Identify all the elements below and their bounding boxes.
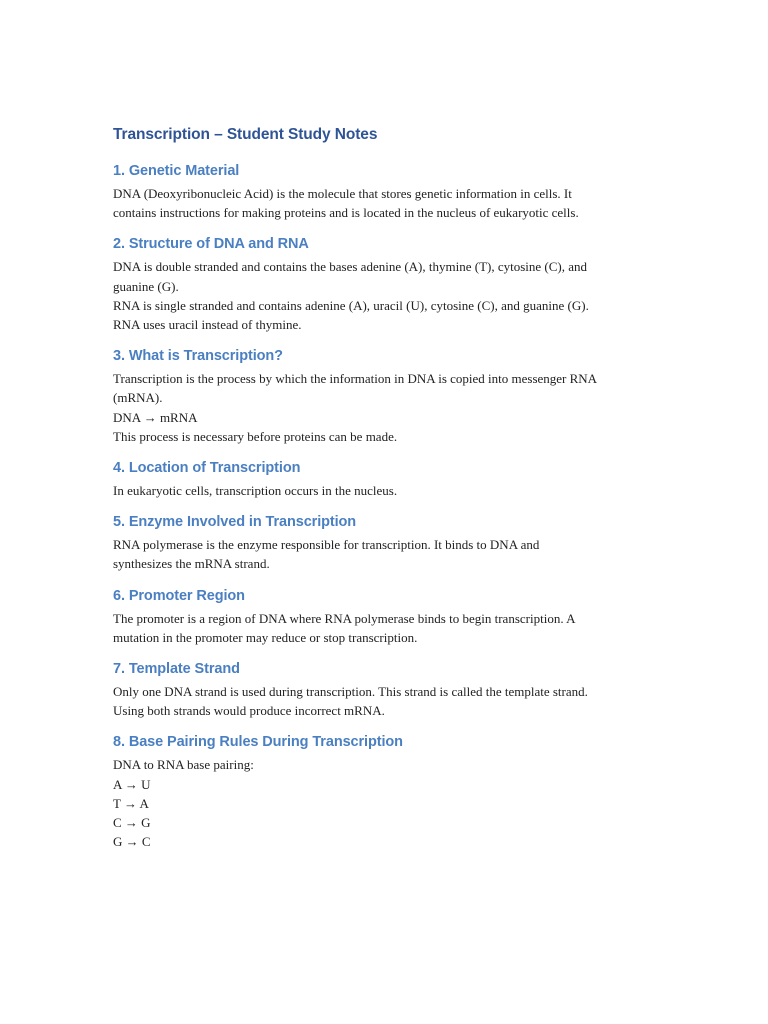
paragraph-line: DNA (Deoxyribonucleic Acid) is the molecule that stores genetic information in cells. It (113, 186, 572, 201)
base-pair-line: A → U (113, 776, 151, 792)
section-heading: 4. Location of Transcription (113, 460, 301, 477)
paragraph-line: DNA to RNA base pairing: (113, 757, 254, 773)
paragraph-line: contains instructions for making proteins and is located in the nucleus of eukaryotic cells. (113, 205, 579, 221)
section-genetic-material (113, 161, 658, 222)
paragraph-line: DNA is double stranded and contains the bases adenine (A), thymine (T), cytosine (C), and (113, 259, 588, 275)
document-title: Transcription – Student Study Notes (113, 126, 378, 143)
paragraph-line: The promoter is a region of DNA where RNA polymerase binds to begin transcription. A (113, 610, 576, 626)
section-structure-dna-rna (113, 234, 658, 334)
paragraph-line: synthesizes the mRNA strand. (113, 556, 270, 572)
paragraph-line: Using both strands would produce incorrect mRNA. (113, 703, 385, 719)
paragraph-line: Only one DNA strand is used during transcription. This strand is called the template strand. (113, 684, 588, 700)
section-promoter-region (113, 586, 658, 647)
section-enzyme-involved (113, 512, 658, 573)
paragraph-line: DNA → mRNA (113, 409, 198, 425)
base-pair-line: C → G (113, 815, 151, 831)
section-what-is-transcription (113, 346, 658, 446)
section-heading: 3. What is Transcription? (113, 348, 283, 365)
base-pair-line: T → A (113, 795, 149, 811)
section-heading: 5. Enzyme Involved in Transcription (113, 514, 357, 531)
paragraph-line: RNA polymerase is the enzyme responsible for transcription. It binds to DNA and (113, 537, 540, 553)
base-pair-line: G → C (113, 834, 151, 850)
paragraph-line: guanine (G). (113, 278, 179, 294)
section-heading: 8. Base Pairing Rules During Transcription (113, 734, 403, 751)
section-heading: 7. Template Strand (113, 661, 240, 678)
section-heading: 6. Promoter Region (113, 587, 245, 604)
paragraph-line: mutation in the promoter may reduce or stop transcription. (113, 629, 418, 645)
section-heading: 1. Genetic Material (113, 163, 240, 179)
paragraph-line: This process is necessary before proteins can be made. (113, 428, 398, 444)
section-location-of-transcription (113, 458, 658, 500)
paragraph-line: Transcription is the process by which the information in DNA is copied into messenger RNA (113, 371, 598, 387)
section-heading: 2. Structure of DNA and RNA (113, 236, 309, 253)
section-base-pairing-rules (113, 732, 658, 851)
document-page (113, 124, 658, 863)
paragraph-line: RNA uses uracil instead of thymine. (113, 317, 302, 333)
paragraph-line: In eukaryotic cells, transcription occurs in the nucleus. (113, 483, 398, 499)
paragraph-line: (mRNA). (113, 390, 163, 406)
paragraph-line: RNA is single stranded and contains adenine (A), uracil (U), cytosine (C), and guanine (G). (113, 297, 589, 313)
section-template-strand (113, 659, 658, 720)
